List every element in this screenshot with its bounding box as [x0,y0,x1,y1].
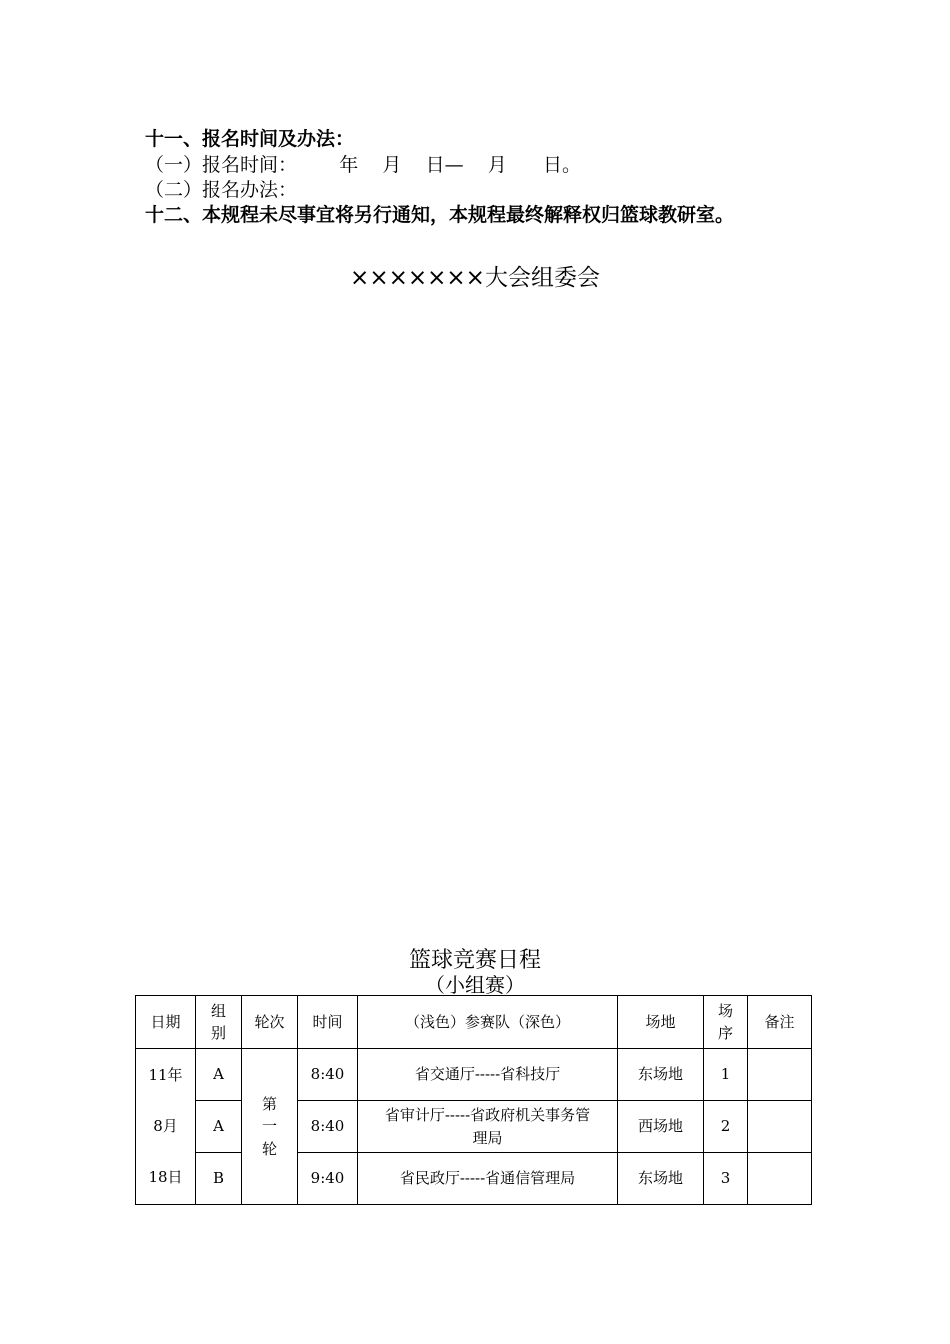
registration-method-line: （二）报名办法： [145,179,298,201]
header-venue: 场地 [618,996,704,1049]
header-teams: （浅色）参赛队（深色） [358,996,618,1049]
header-time: 时间 [298,996,358,1049]
section11-heading: 十一、报名时间及办法： [145,128,355,150]
header-group: 组 别 [196,996,242,1049]
time-cell: 9:40 [298,1153,358,1205]
group-cell: B [196,1153,242,1205]
venue-cell: 东场地 [618,1049,704,1101]
table-row [136,1049,812,1101]
order-cell: 2 [704,1101,748,1153]
header-order: 场 序 [704,996,748,1049]
venue-cell: 西场地 [618,1101,704,1153]
teams-cell: 省审计厅-----省政府机关事务管 理局 [358,1101,618,1153]
order-cell: 1 [704,1049,748,1101]
time-cell: 8:40 [298,1049,358,1101]
registration-time-line: （一）报名时间： 年 月 日— 月 日。 [145,154,581,176]
header-date: 日期 [136,996,196,1049]
organizer-signature: ×××××××大会组委会 [350,265,600,291]
schedule-table [135,995,812,1205]
header-round: 轮次 [242,996,298,1049]
round-cell: 第 一 轮 [242,1049,298,1205]
note-cell [748,1101,812,1153]
table-row [136,1153,812,1205]
group-cell: A [196,1049,242,1101]
table-header-row [136,996,812,1049]
venue-cell: 东场地 [618,1153,704,1205]
teams-cell: 省交通厅-----省科技厅 [358,1049,618,1101]
note-cell [748,1049,812,1101]
schedule-title: 篮球竞赛日程 [408,948,541,973]
schedule-subtitle: （小组赛） [425,973,525,997]
header-note: 备注 [748,996,812,1049]
time-cell: 8:40 [298,1101,358,1153]
teams-cell: 省民政厅-----省通信管理局 [358,1153,618,1205]
table-row [136,1101,812,1153]
note-cell [748,1153,812,1205]
order-cell: 3 [704,1153,748,1205]
date-cell: 11年 8月 18日 [136,1049,196,1205]
section12-heading: 十二、本规程未尽事宜将另行通知，本规程最终解释权归篮球教研室。 [145,204,735,226]
group-cell: A [196,1101,242,1153]
